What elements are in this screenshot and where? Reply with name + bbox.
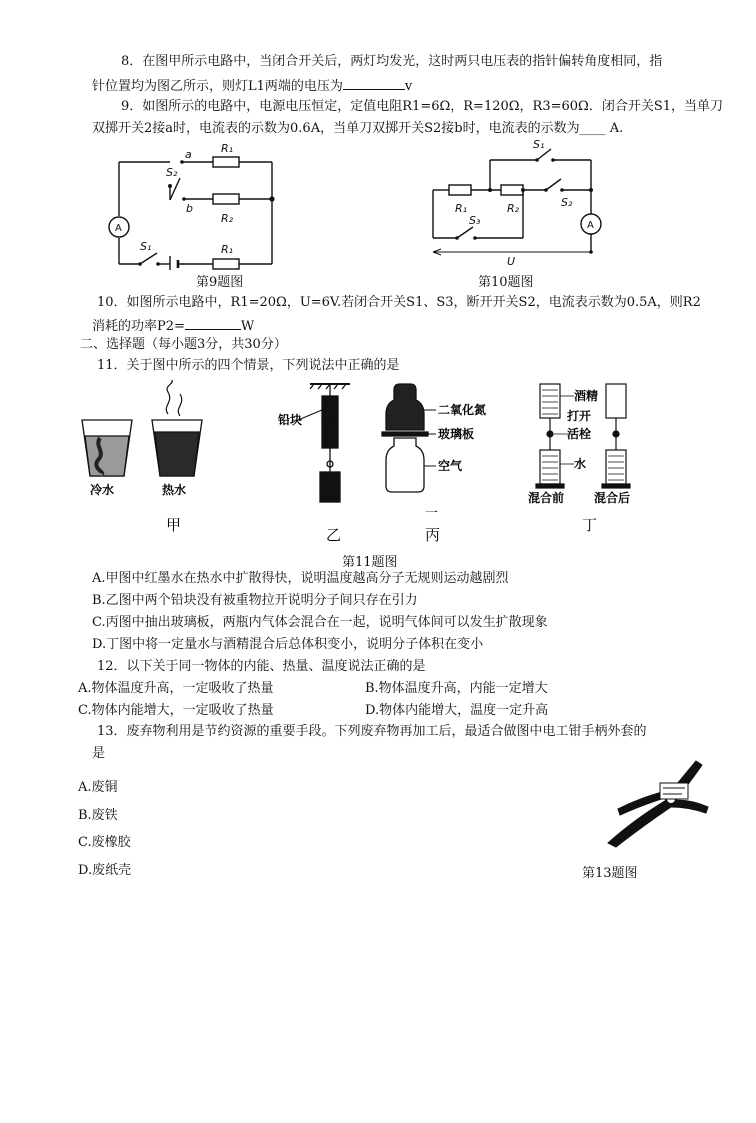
fig10-label-s2: S₂ [561,196,573,209]
fig9-caption: 第9题图 [196,275,244,290]
fig11-caption: 第11题图 [342,555,398,570]
q9-line1: 9．如图所示的电路中，电源电压恒定，定值电阻R1=6Ω，R=120Ω，R3=60Ω．闭合开关S1，当单刀 [121,99,723,114]
label-ding: 丁 [582,516,598,534]
pliers-image [598,755,718,850]
label-before-mix: 混合前 [528,491,565,505]
q10-line1: 10．如图所示电路中，R1=20Ω，U=6V.若闭合开关S1、S3，断开开关S2，电流表示数为0.5A，则R2 [97,295,701,310]
figure-9-circuit [100,140,280,270]
scene-yi [298,384,350,502]
q12-option-d: D.物体内能增大，温度一定升高 [365,703,549,718]
label-hot-water: 热水 [162,483,187,497]
fig10-label-s1: S₁ [533,138,545,151]
label-alcohol: 酒精 [574,389,599,403]
fig10-label-r1: R₁ [455,202,468,215]
q10-line2 [92,316,254,336]
fig10-caption: 第10题图 [478,275,534,290]
q8-line2-text: 针位置均为图乙所示，则灯L1两端的电压为 [92,79,343,94]
fig10-label-u: U [507,255,516,268]
fig9-label-a: a [185,148,192,161]
q8-unit: v [404,79,413,94]
label-after-mix: 混合后 [594,491,631,505]
q11-option-c: C.丙图中抽出玻璃板，两瓶内气体会混合在一起，说明气体间可以发生扩散现象 [92,615,548,630]
q13-option-d: D.废纸壳 [78,863,132,878]
fig10-label-r2: R₂ [507,202,520,215]
q11-option-d: D.丁图中将一定量水与酒精混合后总体积变小，说明分子体积在变小 [92,637,484,652]
q12-stem: 12．以下关于同一物体的内能、热量、温度说法正确的是 [97,659,426,674]
q9-line2: 双掷开关2接a时，电流表的示数为0.6A，当单刀双掷开关S2接b时，电流表的示数为____ A. [92,121,624,136]
q12-option-a: A.物体温度升高，一定吸收了热量 [78,681,274,696]
label-air: 空气 [438,459,463,473]
figure-11-four-scenes [70,380,690,548]
answer-blank [185,316,241,330]
q13-line1: 13．废弃物利用是节约资源的重要手段。下列废弃物再加工后，最适合做图中电工钳手柄外套的 [97,724,647,739]
q12-option-b: B.物体温度升高，内能一定增大 [365,681,548,696]
label-water: 水 [574,457,587,471]
q10-line2-text: 消耗的功率P2= [92,319,185,334]
fig9-ammeter-label: A [115,223,122,234]
label-cold-water: 冷水 [90,483,115,497]
answer-blank [343,76,405,90]
label-valve: 活栓 [567,427,592,441]
fig9-label-r2: R₂ [221,212,234,225]
q13-line2: 是 [92,746,106,761]
q12-option-c: C.物体内能增大，一定吸收了热量 [78,703,274,718]
q11-option-b: B.乙图中两个铅块没有被重物拉开说明分子间只存在引力 [92,593,418,608]
label-no2: 二氧化氮 [438,403,487,417]
scene-jia [82,380,202,476]
label-bing: 丙 [425,526,441,544]
section-title: 二、选择题（每小题3分，共30分） [80,337,287,352]
label-glass-plate: 玻璃板 [438,427,475,441]
q10-unit: W [240,319,255,334]
fig9-label-s1: S₁ [140,240,152,253]
fig10-ammeter-label: A [587,220,594,231]
q8-line1: 8．在图甲所示电路中，当闭合开关后，两灯均发光，这时两只电压表的指针偏转角度相同，指 [121,54,663,69]
q11-option-a: A.甲图中红墨水在热水中扩散得快，说明温度越高分子无规则运动越剧烈 [92,571,509,586]
fig9-label-s2: S₂ [166,166,178,179]
q13-option-b: B.废铁 [78,808,118,823]
q13-option-c: C.废橡胶 [78,835,131,850]
label-dash: 一 [425,506,439,521]
scene-bing [382,384,436,492]
label-yi: 乙 [326,526,342,544]
figure-10-circuit [425,138,605,270]
fig9-label-b: b [186,202,193,215]
label-jia: 甲 [166,516,182,534]
label-open: 打开 [567,409,592,423]
label-lead-block: 铅块 [278,413,303,427]
fig9-label-r1-bottom: R₁ [221,243,234,256]
q11-stem: 11．关于图中所示的四个情景，下列说法中正确的是 [97,358,400,373]
fig9-label-r1-top: R₁ [221,142,234,155]
q13-option-a: A.废铜 [78,780,118,795]
q8-line2 [92,76,412,96]
fig10-label-s3: S₃ [469,214,481,227]
fig13-caption: 第13题图 [582,866,638,881]
